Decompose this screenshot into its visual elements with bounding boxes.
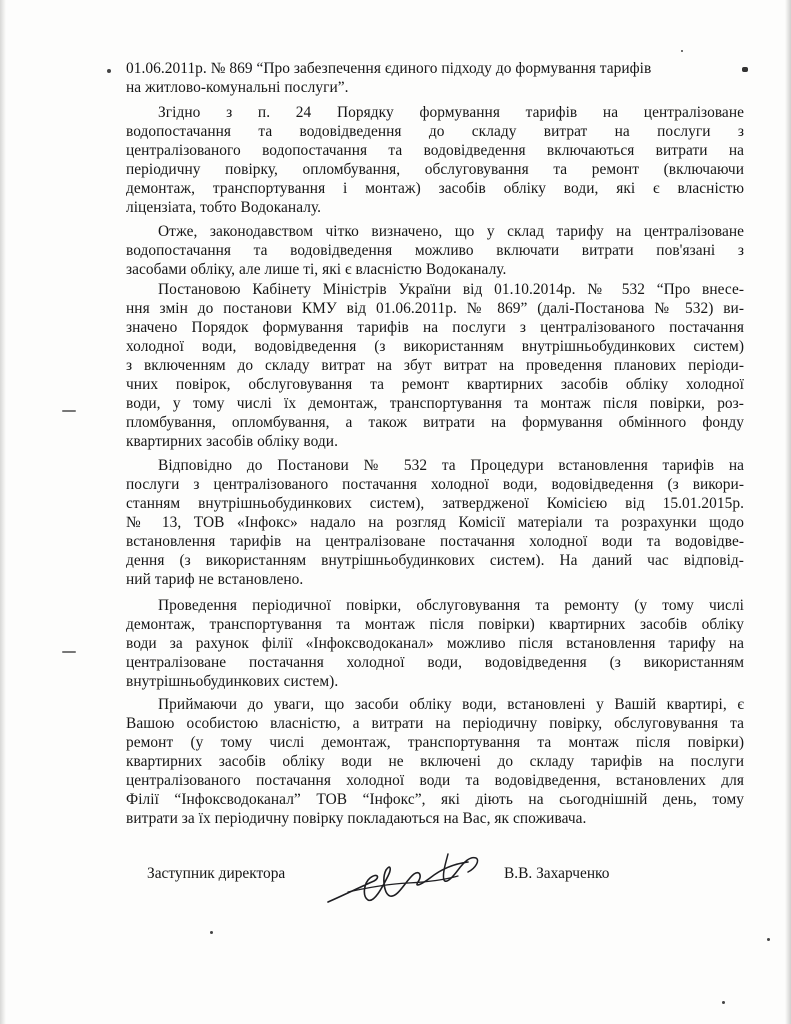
text-line: Проведення періодичної повірки, обслуговування та ремонту (у тому числі xyxy=(158,597,744,614)
text-line: періодичну повірку, опломбування, обслуговування та ремонт (включаючи xyxy=(126,161,744,178)
text-line: ння змін до постанови КМУ від 01.06.2011р. № 869” (далі-Постанова № 532) ви- xyxy=(126,300,744,317)
scan-dot xyxy=(767,938,770,941)
text-line: № 13, ТОВ «Інфокс» надало на розгляд Комісії матеріали та розрахунки щодо xyxy=(126,514,744,531)
text-line: ремонт (у тому числі демонтаж, транспортування та монтаж після повірки) xyxy=(126,734,744,751)
text-line: витрати за їх періодичну повірку покладаються на Вас, як споживача. xyxy=(126,810,587,827)
text-line: Постановою Кабінету Міністрів України від 01.10.2014р. № 532 “Про внесе- xyxy=(158,281,744,298)
text-line: Отже, законодавством чітко визначено, що у склад тарифу на централізоване xyxy=(158,223,744,240)
text-line: на житлово-комунальні послуги”. xyxy=(126,79,349,96)
text-line: водопостачання та водовідведення можливо включати витрати пов'язані з xyxy=(126,242,744,259)
text-line: ний тариф не встановлено. xyxy=(126,571,304,588)
signatory-title: Заступник директора xyxy=(147,865,286,882)
text-line: ліцензіата, тобто Водоканалу. xyxy=(126,199,322,216)
text-line: Згідно з п. 24 Порядку формування тарифів на централізоване xyxy=(158,104,744,121)
text-line: Приймаючи до уваги, що засоби обліку води, встановлені у Вашій квартирі, є xyxy=(158,696,744,713)
scan-dot xyxy=(722,1001,725,1004)
text-line: дення (з використанням внутрішньобудинкових систем). На даний час відповід- xyxy=(126,552,744,569)
text-line: 01.06.2011р. № 869 “Про забезпечення єдиного підходу до формування тарифів xyxy=(126,60,652,77)
text-line: демонтаж, транспортування і монтаж) засобів обліку води, які є власністю xyxy=(126,180,744,197)
text-line: Філії “Інфоксводоканал” ТОВ “Інфокс”, які діють на сьогоднішній день, тому xyxy=(126,791,744,808)
text-line: демонтаж, транспортування та монтаж після повірки) квартирних засобів обліку xyxy=(126,616,744,633)
text-line: Вашою особистою власністю, а витрати на періодичну повірку, обслуговування та xyxy=(126,715,744,732)
text-line: послуги з централізованого постачання холодної води, водовідведення (з викори- xyxy=(126,476,744,493)
scan-dot xyxy=(210,931,213,934)
text-line: централізованого водопостачання та водовідведення включаються витрати на xyxy=(126,142,744,159)
text-line: холодної води, водовідведення (з використанням внутрішньобудинкових систем) xyxy=(126,338,744,355)
text-line: станням внутрішньобудинкових систем), затвердженої Комісією від 15.01.2015р. xyxy=(126,495,744,512)
text-line: внутрішньобудинкових систем). xyxy=(126,673,339,690)
text-line: пломбування, опломбування, а також витрати на формування обмінного фонду xyxy=(126,414,744,431)
text-line: централізованого постачання холодної води та водовідведення, встановлених для xyxy=(126,772,744,789)
handwritten-signature xyxy=(318,850,498,912)
text-line: квартирних засобів обліку води не включені до складу тарифів на послуги xyxy=(126,753,744,770)
text-line: води, у тому числі їх демонтаж, транспортування та монтаж після повірки, роз- xyxy=(126,395,744,412)
text-line: значено Порядок формування тарифів на послуги з централізованого постачання xyxy=(126,319,744,336)
text-line: чних повірок, обслуговування та ремонт квартирних засобів обліку холодної xyxy=(126,376,744,393)
text-line: Відповідно до Постанови № 532 та Процедури встановлення тарифів на xyxy=(158,457,744,474)
signatory-name: В.В. Захарченко xyxy=(504,865,610,882)
text-line: централізоване постачання холодної води, водовідведення (з використанням xyxy=(126,654,744,671)
text-line: водопостачання та водовідведення до складу витрат на послуги з xyxy=(126,123,744,140)
text-line: квартирних засобів обліку води. xyxy=(126,433,338,450)
text-line: встановлення тарифів на централізоване постачання холодної води та водовідве- xyxy=(126,533,744,550)
signature-block xyxy=(0,850,791,910)
text-line: засобами обліку, але лише ті, які є власністю Водоканалу. xyxy=(126,261,507,278)
text-line: з включенням до складу витрат на збут витрат на проведення планових періоди- xyxy=(126,357,744,374)
text-line: води за рахунок філії «Інфоксводоканал» можливо після встановлення тарифу на xyxy=(126,635,744,652)
